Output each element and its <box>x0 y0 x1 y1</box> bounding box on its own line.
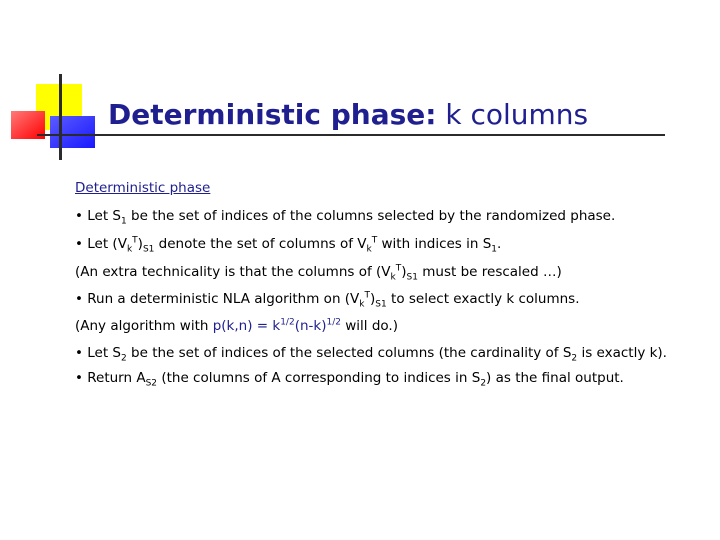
bullet-let-vkt: • Let $(V_k^T)_{S1}$ denote the set of columns of $V_k^T$ with indices in $S_1$. <box>75 235 502 255</box>
decor-blue-square <box>50 116 95 148</box>
note-any-algorithm: (Any algorithm with $p(k,n) = k^{1/2}(n-k)^{1/2}$ will do.) <box>75 317 398 334</box>
formula-pkn: $p(k,n) = k^{1/2}(n-k)^{1/2}$ <box>212 317 341 334</box>
decor-vertical-rule <box>59 74 62 160</box>
slide-title-rest: k columns <box>436 98 589 131</box>
bullet-let-s2: • Let $S_2$ be the set of indices of the selected columns (the cardinality of $S_2$ is exactly k). <box>75 345 667 364</box>
bullet-run-nla: • Run a deterministic NLA algorithm on $(V_k^T)_{S1}$ to select exactly k columns. <box>75 290 580 310</box>
title-underline-rule <box>37 134 665 136</box>
note-rescaling: (An extra technicality is that the columns of $(V_k^T)_{S1}$ must be rescaled …) <box>75 263 562 283</box>
bullet-return-as2: • Return $A_{S2}$ (the columns of A corresponding to indices in $S_2$) as the final output. <box>75 370 624 389</box>
section-heading: Deterministic phase <box>75 180 211 196</box>
slide-title <box>108 98 588 131</box>
bullet-let-s1: • Let $S_1$ be the set of indices of the columns selected by the randomized phase. <box>75 208 616 227</box>
slide-title-bold: Deterministic phase: <box>108 98 437 131</box>
